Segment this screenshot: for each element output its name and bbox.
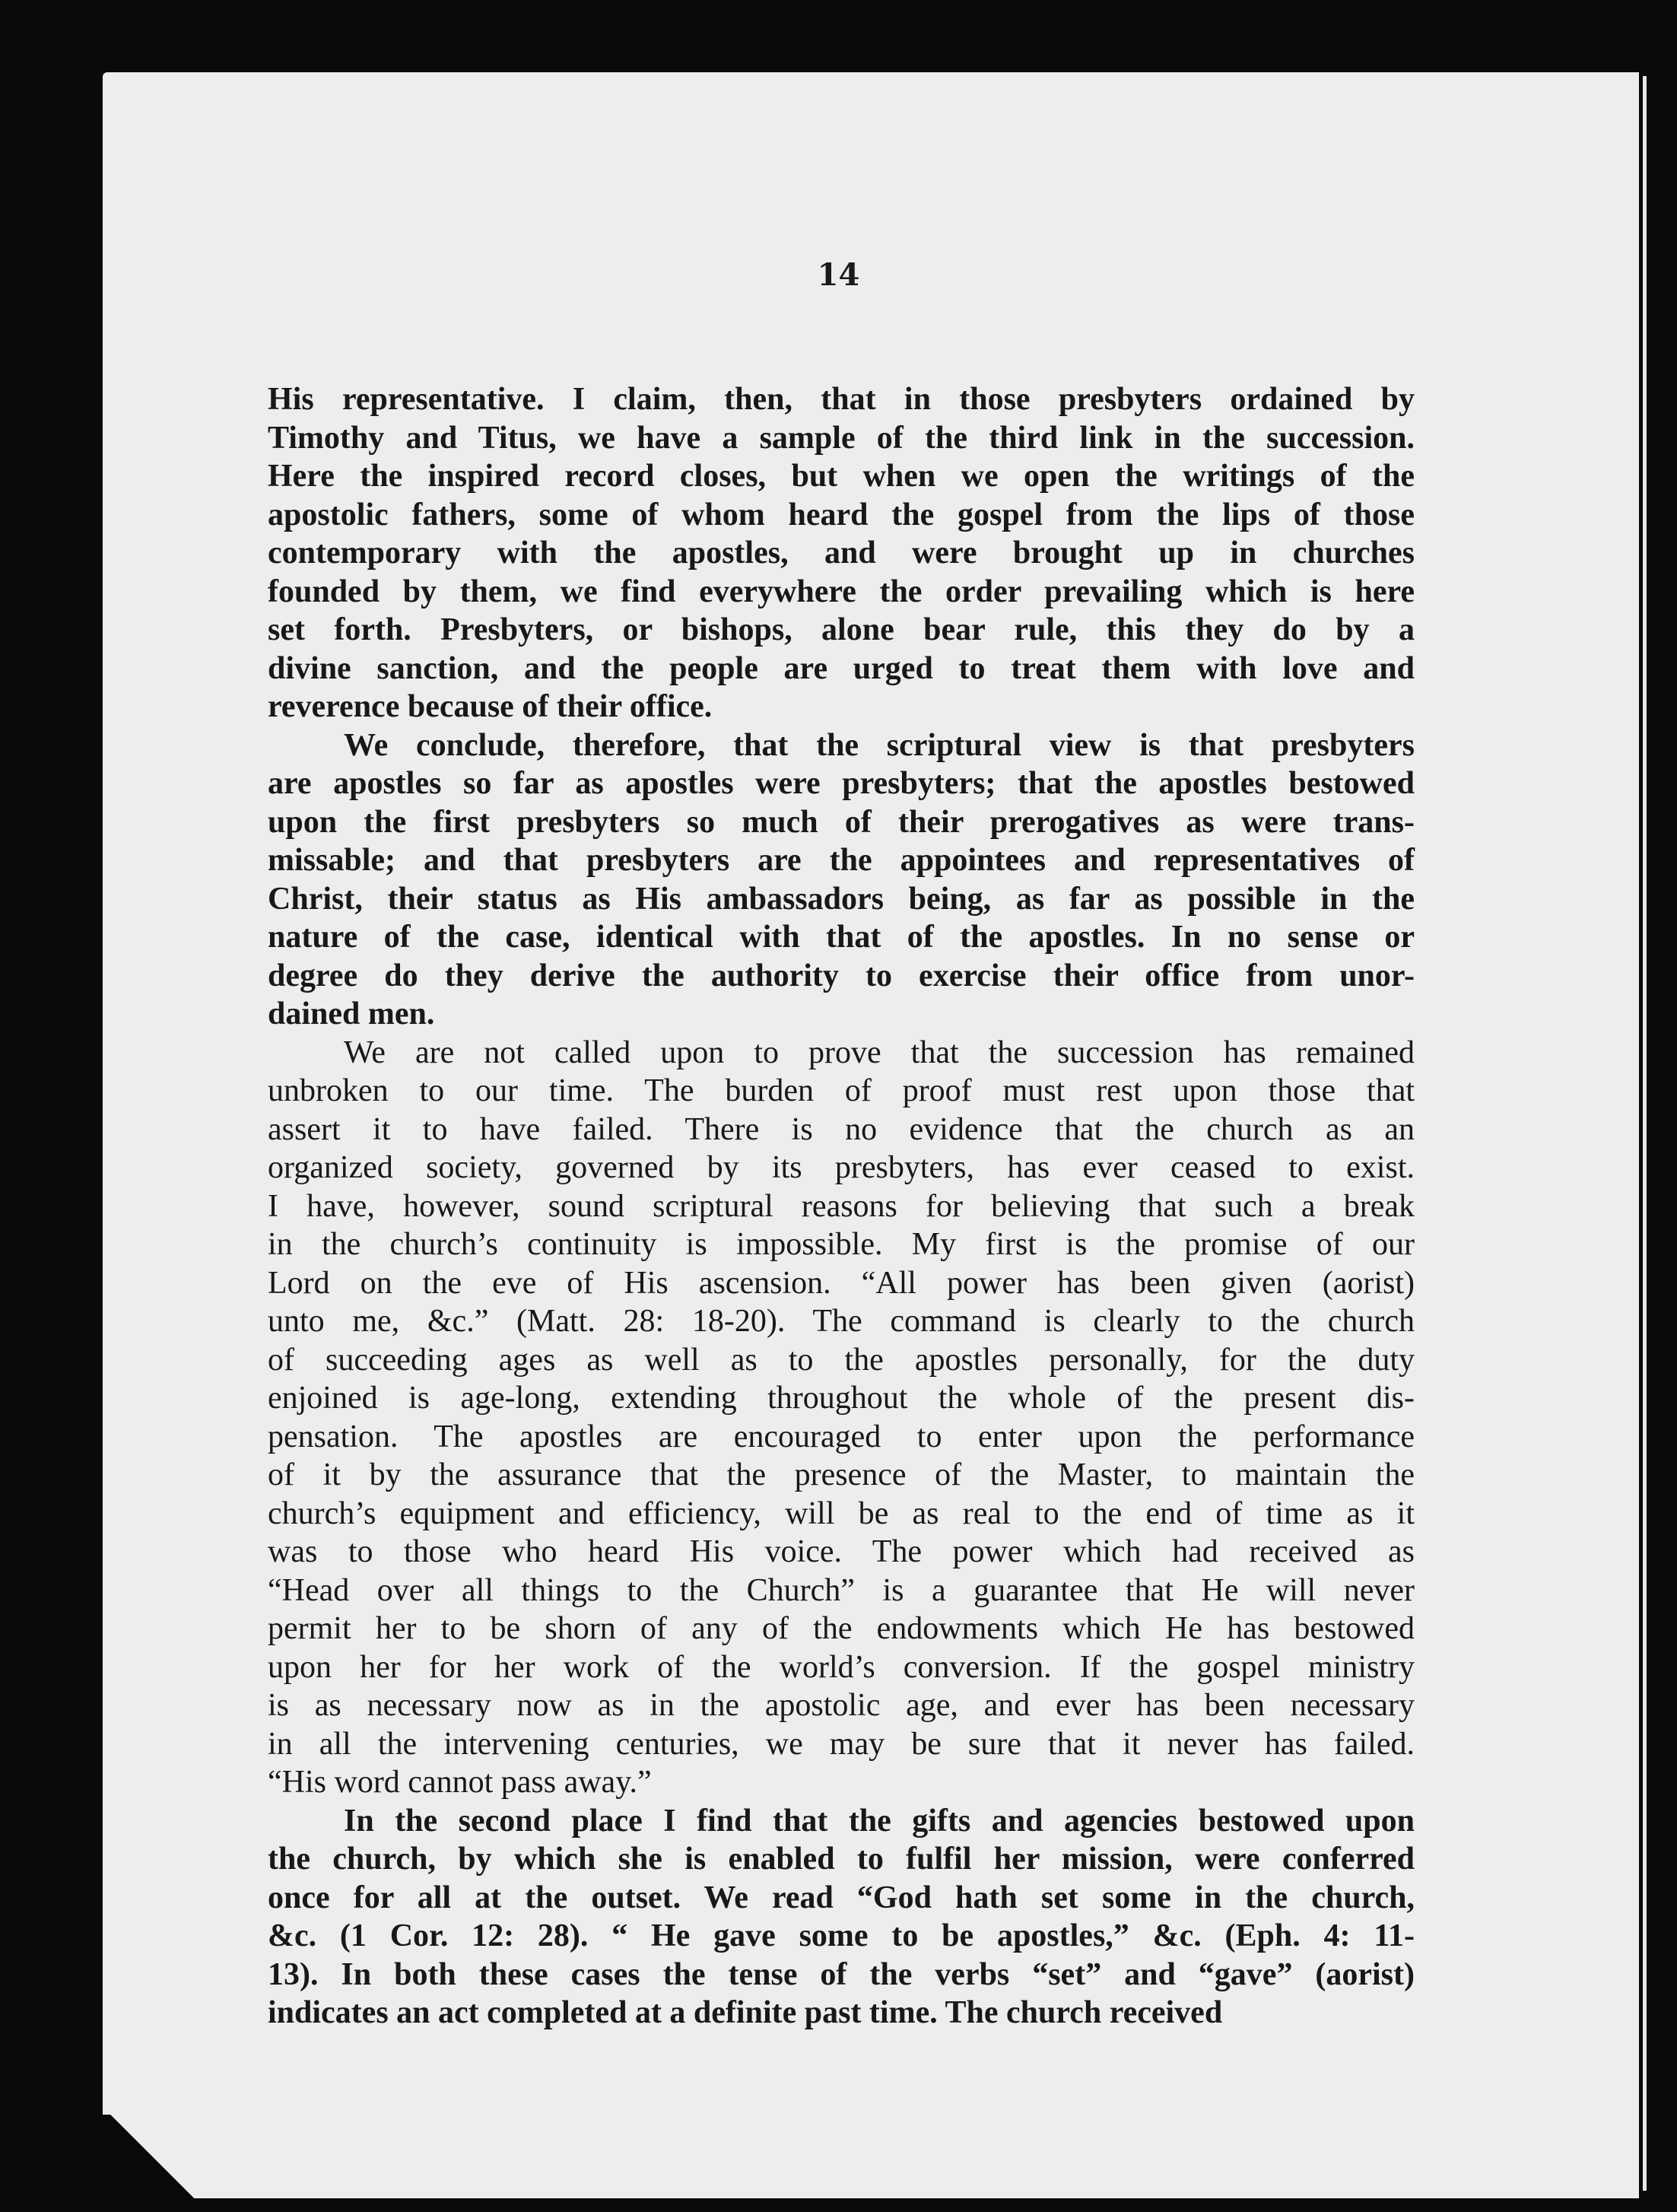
text-line: unto me, &c.” (Matt. 28: 18-20). The command is clearly to the church bbox=[268, 1304, 1415, 1339]
text-line: pensation. The apostles are encouraged to enter upon the performance bbox=[268, 1419, 1415, 1454]
text-line: church’s equipment and efficiency, will be as real to the end of time as it bbox=[268, 1495, 1415, 1531]
text-line: indicates an act completed at a definite past time. The church received bbox=[268, 1995, 1223, 2030]
text-line: dained men. bbox=[268, 996, 435, 1031]
text-line: Christ, their status as His ambassadors being, as far as possible in the bbox=[268, 881, 1415, 917]
paragraph-1 bbox=[268, 380, 1415, 726]
text-line: 13). In both these cases the tense of the verbs “set” and “gave” (aorist) bbox=[268, 1956, 1415, 1992]
text-line: the church, by which she is enabled to fulfil her mission, were conferred bbox=[268, 1842, 1415, 1877]
text-line: in all the intervening centuries, we may be sure that it never has failed. bbox=[268, 1726, 1415, 1762]
text-line: is as necessary now as in the apostolic age, and ever has been necessary bbox=[268, 1688, 1415, 1723]
text-line: assert it to have failed. There is no evidence that the church as an bbox=[268, 1111, 1415, 1147]
text-line: reverence because of their office. bbox=[268, 689, 713, 724]
text-line: are apostles so far as apostles were presbyters; that the apostles bestowed bbox=[268, 766, 1415, 801]
text-line: “His word cannot pass away.” bbox=[268, 1765, 652, 1800]
text-line: organized society, governed by its presbyters, has ever ceased to exist. bbox=[268, 1150, 1415, 1185]
text-line: founded by them, we find everywhere the order prevailing which is here bbox=[268, 574, 1415, 609]
text-line: missable; and that presbyters are the appointees and representatives of bbox=[268, 843, 1415, 878]
text-line: “Head over all things to the Church” is a guarantee that He will never bbox=[268, 1572, 1415, 1608]
folded-corner-shadow bbox=[103, 2115, 202, 2198]
text-line: We conclude, therefore, that the scriptural view is that presbyters bbox=[344, 727, 1415, 763]
paragraph-3 bbox=[268, 1034, 1415, 1802]
page-edge-line bbox=[1643, 76, 1647, 2191]
text-line: upon her for her work of the world’s conversion. If the gospel ministry bbox=[268, 1649, 1415, 1685]
text-line: divine sanction, and the people are urged to treat them with love and bbox=[268, 650, 1415, 686]
text-line: I have, however, sound scriptural reasons for believing that such a break bbox=[268, 1188, 1415, 1224]
text-line: once for all at the outset. We read “God hath set some in the church, bbox=[268, 1880, 1415, 1915]
text-line: degree do they derive the authority to exercise their office from unor- bbox=[268, 958, 1415, 993]
text-line: upon the first presbyters so much of their prerogatives as were trans- bbox=[268, 804, 1415, 840]
text-line: nature of the case, identical with that of the apostles. In no sense or bbox=[268, 920, 1415, 955]
text-line: &c. (1 Cor. 12: 28). “ He gave some to be apostles,” &c. (Eph. 4: 11- bbox=[268, 1918, 1415, 1953]
text-line: In the second place I find that the gifts and agencies bestowed upon bbox=[344, 1803, 1415, 1839]
text-line: apostolic fathers, some of whom heard the gospel from the lips of those bbox=[268, 497, 1415, 532]
text-line: was to those who heard His voice. The power which had received as bbox=[268, 1534, 1415, 1569]
text-line: Lord on the eve of His ascension. “All power has been given (aorist) bbox=[268, 1265, 1415, 1301]
text-line: set forth. Presbyters, or bishops, alone bear rule, this they do by a bbox=[268, 612, 1415, 647]
text-line: We are not called upon to prove that the succession has remained bbox=[344, 1034, 1415, 1070]
paragraph-2 bbox=[268, 726, 1415, 1034]
text-line: of succeeding ages as well as to the apostles personally, for the duty bbox=[268, 1342, 1415, 1378]
paragraph-4 bbox=[268, 1802, 1415, 2032]
text-line: His representative. I claim, then, that in those presbyters ordained by bbox=[268, 382, 1415, 417]
text-line: permit her to be shorn of any of the endowments which He has bestowed bbox=[268, 1611, 1415, 1646]
text-line: of it by the assurance that the presence of the Master, to maintain the bbox=[268, 1457, 1415, 1492]
text-line: contemporary with the apostles, and were brought up in churches bbox=[268, 536, 1415, 570]
text-line: in the church’s continuity is impossible. My first is the promise of our bbox=[268, 1227, 1415, 1262]
page-number: 14 bbox=[817, 257, 860, 293]
text-line: unbroken to our time. The burden of proof must rest upon those that bbox=[268, 1073, 1415, 1108]
text-line: Timothy and Titus, we have a sample of the third link in the succession. bbox=[268, 420, 1415, 456]
text-line: Here the inspired record closes, but when we open the writings of the bbox=[268, 459, 1415, 494]
body-text bbox=[268, 380, 1415, 2032]
text-line: enjoined is age-long, extending throughout the whole of the present dis- bbox=[268, 1381, 1415, 1416]
